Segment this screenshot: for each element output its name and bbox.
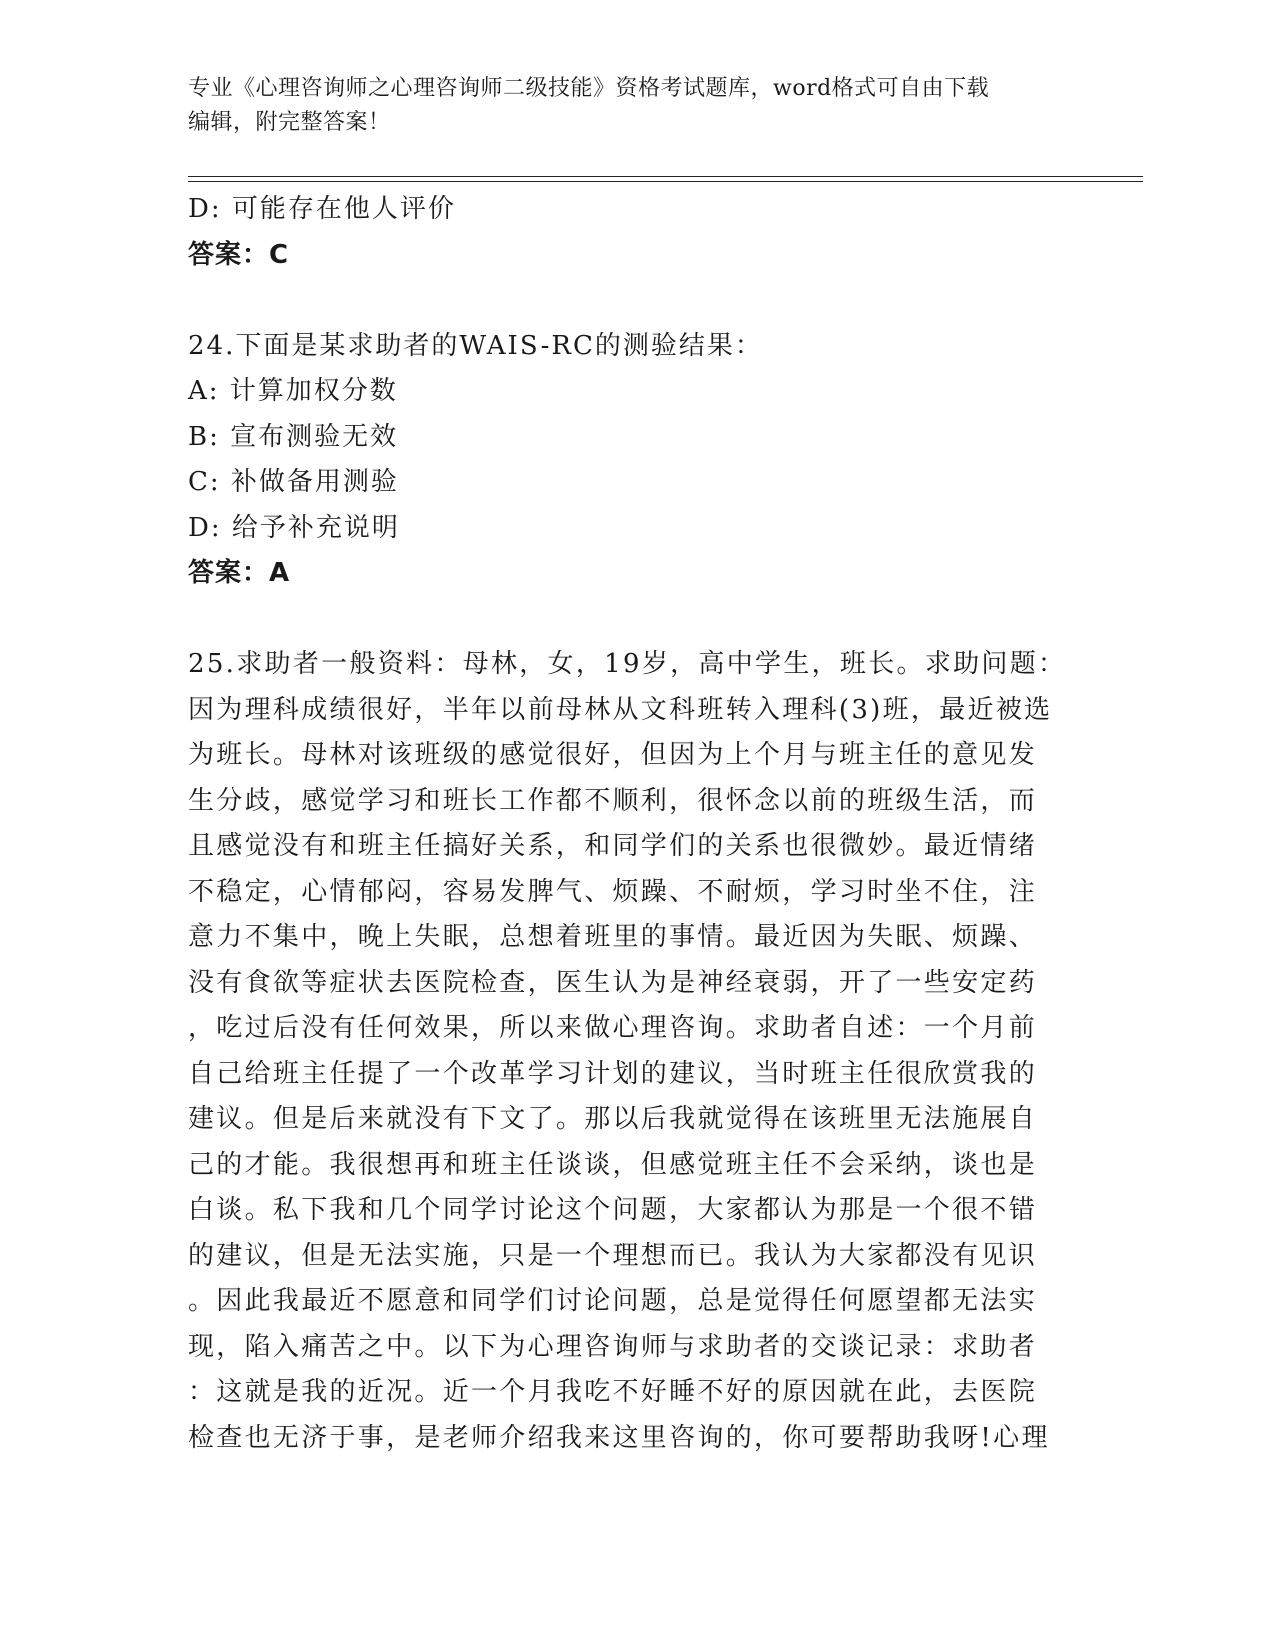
header-divider-thin [188, 181, 1143, 182]
q25-line: ，吃过后没有任何效果，所以来做心理咨询。求助者自述：一个月前 [188, 1013, 1038, 1043]
q25-line: 白谈。私下我和几个同学讨论这个问题，大家都认为那是一个很不错 [188, 1195, 1038, 1225]
q24-option-c: C: 补做备用测验 [188, 467, 399, 497]
spacer [188, 278, 1073, 324]
question-content [188, 187, 1073, 1461]
q24-option-a: A: 计算加权分数 [188, 376, 398, 406]
header-line-1: 专业《心理咨询师之心理咨询师二级技能》资格考试题库，word格式可自由下载 [188, 76, 990, 101]
q25-line: 不稳定，心情郁闷，容易发脾气、烦躁、不耐烦，学习时坐不住，注 [188, 876, 1038, 907]
q25-line: 为班长。母林对该班级的感觉很好，但因为上个月与班主任的意见发 [188, 740, 1038, 770]
q25-line: 己的才能。我很想再和班主任谈谈，但感觉班主任不会采纳，谈也是 [188, 1149, 1038, 1180]
q24-stem: 24.下面是某求助者的WAIS-RC的测验结果： [188, 330, 763, 361]
q25-line: 意力不集中，晚上失眠，总想着班里的事情。最近因为失眠、烦躁、 [188, 922, 1038, 952]
q24-answer: 答案：A [188, 558, 291, 588]
q25-line: 自己给班主任提了一个改革学习计划的建议，当时班主任很欣赏我的 [188, 1058, 1038, 1089]
q24-option-d: D: 给予补充说明 [188, 512, 400, 543]
q25-line: 且感觉没有和班主任搞好关系，和同学们的关系也很微妙。最近情绪 [188, 831, 1038, 861]
q25-line: 因为理科成绩很好，半年以前母林从文科班转入理科(3)班，最近被选 [188, 694, 1053, 725]
q25-line: 检查也无济于事，是老师介绍我来这里咨询的，你可要帮助我呀!心理 [188, 1422, 1050, 1453]
header-divider [188, 176, 1143, 177]
q25-line: 。因此我最近不愿意和同学们讨论问题，总是觉得任何愿望都无法实 [188, 1286, 1038, 1316]
q25-line: 25.求助者一般资料：母林，女，19岁，高中学生，班长。求助问题： [188, 649, 1067, 679]
page-header [188, 72, 1088, 140]
q25-paragraph [188, 642, 1073, 1461]
q25-line: 没有食欲等症状去医院检查，医生认为是神经衰弱，开了一些安定药 [188, 967, 1038, 998]
spacer [188, 597, 1073, 643]
q23-answer: 答案：C [188, 239, 290, 270]
q25-line: 的建议，但是无法实施，只是一个理想而已。我认为大家都没有见识 [188, 1240, 1038, 1271]
q23-option-d: D: 可能存在他人评价 [188, 194, 456, 224]
q24-option-b: B: 宣布测验无效 [188, 421, 399, 452]
q25-line: 现，陷入痛苦之中。以下为心理咨询师与求助者的交谈记录：求助者 [188, 1331, 1038, 1362]
header-line-2: 编辑，附完整答案！ [188, 110, 391, 135]
q25-line: ：这就是我的近况。近一个月我吃不好睡不好的原因就在此，去医院 [188, 1377, 1038, 1407]
q25-line: 生分歧，感觉学习和班长工作都不顺利，很怀念以前的班级生活，而 [188, 785, 1038, 816]
q25-line: 建议。但是后来就没有下文了。那以后我就觉得在该班里无法施展自 [188, 1104, 1038, 1134]
